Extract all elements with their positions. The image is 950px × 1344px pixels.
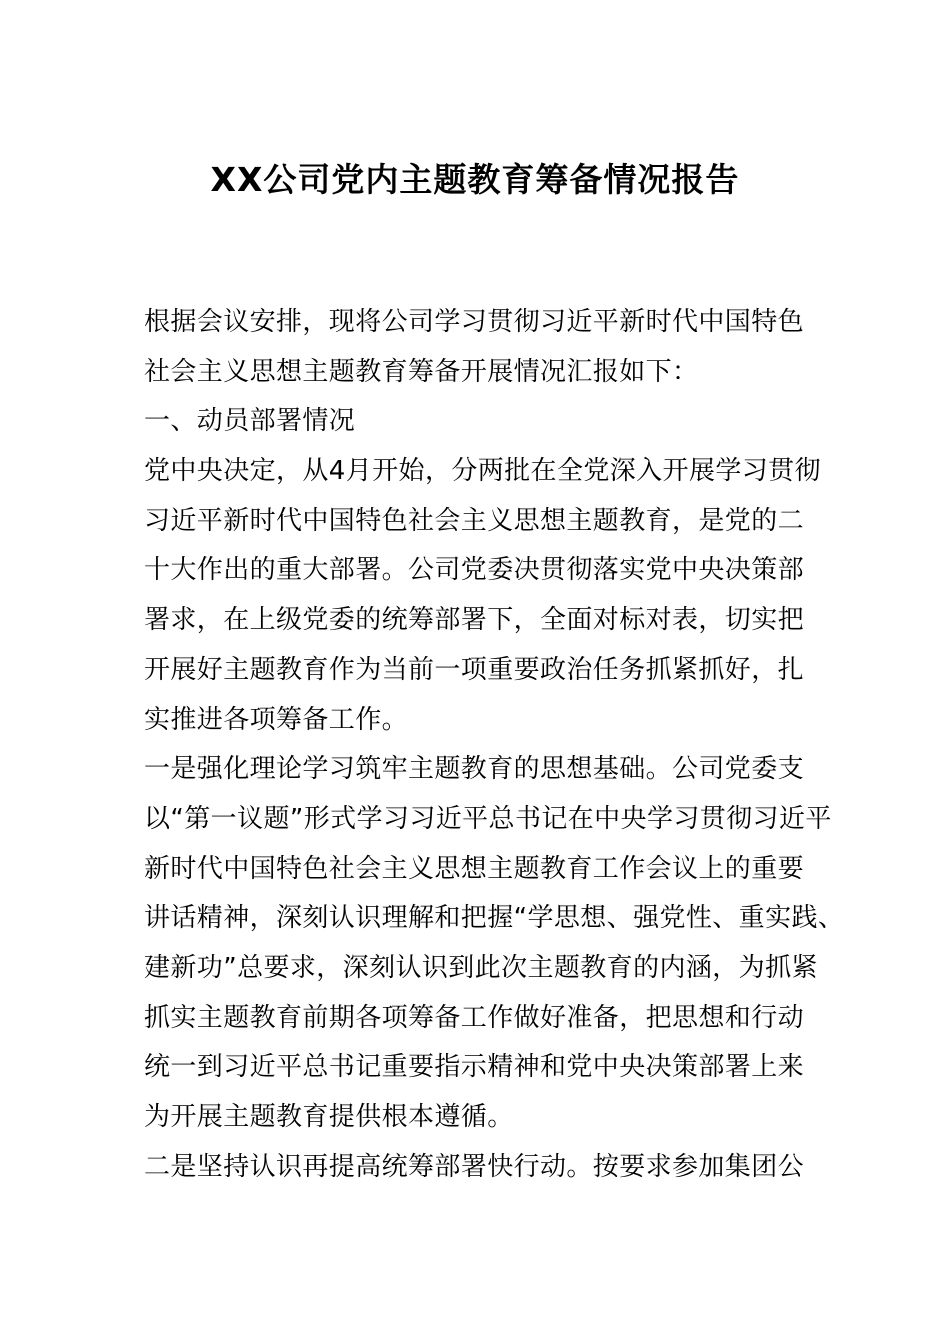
section-heading: 一、动员部署情况 (144, 406, 356, 437)
body-line: 一是强化理论学习筑牢主题教育的思想基础。公司党委支 (144, 754, 805, 785)
body-line: 社会主义思想主题教育筹备开展情况汇报如下： (144, 356, 699, 387)
document-body (144, 298, 845, 1192)
body-line: 署求，在上级党委的统筹部署下，全面对标对表，切实把 (144, 605, 805, 636)
body-line: 实推进各项筹备工作。 (144, 704, 409, 735)
body-line: 抓实主题教育前期各项筹备工作做好准备，把思想和行动 (144, 1002, 805, 1033)
body-line: 讲话精神，深刻认识理解和把握“学思想、强党性、重实践、 (144, 903, 845, 934)
body-line: 习近平新时代中国特色社会主义思想主题教育，是党的二 (144, 505, 805, 536)
body-line: 党中央决定，从4月开始，分两批在全党深入开展学习贯彻 (144, 456, 821, 487)
document-title: XX公司党内主题教育筹备情况报告 (210, 160, 740, 199)
body-line: 新时代中国特色社会主义思想主题教育工作会议上的重要 (144, 853, 805, 884)
body-line: 开展好主题教育作为当前一项重要政治任务抓紧抓好，扎 (144, 654, 805, 685)
body-line: 根据会议安排，现将公司学习贯彻习近平新时代中国特色 (144, 307, 805, 337)
body-line: 建新功”总要求，深刻认识到此次主题教育的内涵，为抓紧 (144, 952, 818, 983)
body-line: 为开展主题教育提供根本遵循。 (144, 1102, 514, 1132)
body-line: 十大作出的重大部署。公司党委决贯彻落实党中央决策部 (144, 555, 805, 586)
body-line: 二是坚持认识再提高统筹部署快行动。按要求参加集团公 (144, 1151, 805, 1182)
body-line: 以“第一议题”形式学习习近平总书记在中央学习贯彻习近平 (144, 803, 832, 834)
body-line: 统一到习近平总书记重要指示精神和党中央决策部署上来 (144, 1052, 805, 1083)
